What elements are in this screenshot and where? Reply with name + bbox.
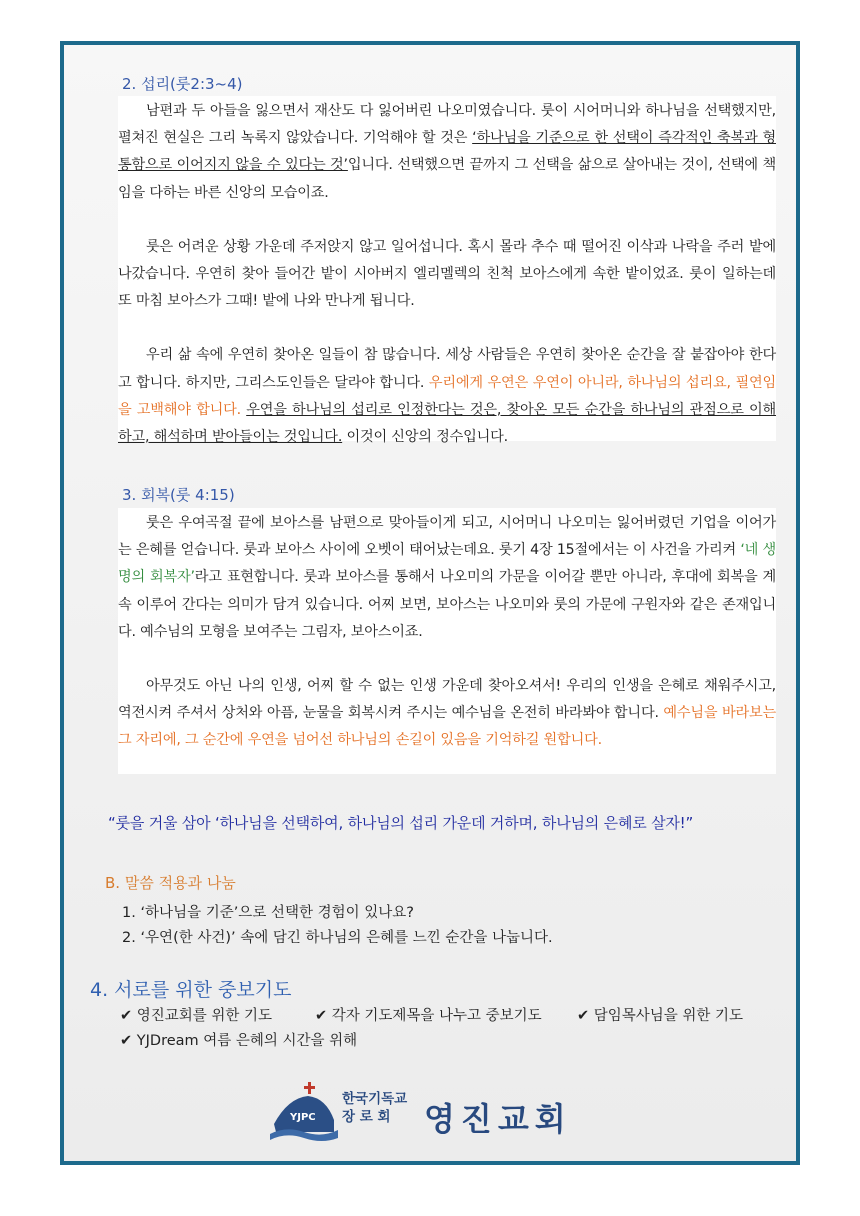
prayer-item: ✔ 영진교회를 위한 기도: [120, 1008, 273, 1024]
question-item: 2. ‘우연(한 사건)’ 속에 담긴 하나님의 은혜를 느낀 순간을 나눕니다.: [122, 930, 553, 946]
section-4-heading: 4. 서로를 위한 중보기도: [90, 979, 292, 1001]
church-emblem-icon: [268, 1080, 340, 1146]
check-icon: ✔: [120, 1033, 133, 1049]
section-2-box: [118, 96, 776, 446]
highlight-text: ‘네 생명의 회복자’: [118, 542, 776, 586]
underlined-text: 우연을 하나님의 섭리로 인정한다는 것은, 찾아온 모든 순간을 하나님의 관점으로 이해하고, 해석하며 받아들이는 것입니다.: [118, 401, 776, 446]
prayer-item: ✔ YJDream 여름 은혜의 시간을 위해: [120, 1033, 358, 1049]
section-3-heading: 3. 회복(룻 4:15): [122, 486, 235, 504]
part-b-heading: B. 말씀 적용과 나눔: [105, 874, 236, 892]
section-3-box: [118, 508, 776, 774]
prayer-list: [120, 1004, 780, 1054]
question-item: 1. ‘하나님을 기준’으로 선택한 경험이 있나요?: [122, 905, 414, 921]
church-logo: [268, 1080, 608, 1150]
section-2-paragraph-2: 룻은 어려운 상황 가운데 주저앉지 않고 일어섭니다. 혹시 몰라 추수 때 떨어진 이삭과 나락을 주러 밭에 나갔습니다. 우연히 찾아 들어간 밭이 시아버지 엘리멜렉의 친척 보아스에게 속한 밭이었죠. 룻이 일하는데 또 마침 보아스가 그때! 밭에 나와 만나게 됩니다.: [118, 238, 776, 310]
section-2-paragraph-1: 남편과 두 아들을 잃으면서 재산도 다 잃어버린 나오미였습니다. 룻이 시어머니와 하나님을 선택했지만, 펼쳐진 현실은 그리 녹록지 않았습니다. 기억해야 할 것은 ‘하나님을 기준으로 한 선택이 즉각적인 축복과 형통함으로 이어지지 않을 수 있다는 것’입니다. 선택했으면 끝까지 그 선택을 삶으로 살아내는 것이, 선택에 책임을 다하는 바른 신앙의 모습이죠.: [118, 103, 776, 201]
logo-subtitle: 한국기독교 장 로 회: [342, 1091, 408, 1125]
check-icon: ✔: [120, 1008, 133, 1024]
prayer-item: ✔ 담임목사님을 위한 기도: [577, 1008, 744, 1024]
check-icon: ✔: [315, 1008, 328, 1024]
prayer-item: ✔ 각자 기도제목을 나누고 중보기도: [315, 1008, 542, 1024]
section-2-paragraph-3: 우리 삶 속에 우연히 찾아온 일들이 참 많습니다. 세상 사람들은 우연히 찾아온 순간을 잘 붙잡아야 한다고 합니다. 하지만, 그리스도인들은 달라야 합니다. 우리에게 우연은 우연이 아니라, 하나님의 섭리요, 필연임을 고백해야 합니다. 우연을 하나님의 섭리로 인정한다는 것은, 찾아온 모든 순간을 하나님의 관점으로 이해하고, 해석하며 받아들이는 것입니다. 이것이 신앙의 정수입니다.: [118, 347, 776, 446]
underlined-text: ‘하나님을 기준으로 한 선택이 즉각적인 축복과 형통함으로 이어지지 않을 수 있다는 것’: [118, 130, 776, 174]
question-list: [122, 901, 553, 951]
section-3-paragraph-2: 아무것도 아닌 나의 인생, 어찌 할 수 없는 인생 가운데 찾아오셔서! 우리의 인생을 은혜로 채워주시고, 역전시켜 주셔서 상처와 아픔, 눈물을 회복시켜 주시는 예수님을 온전히 바라봐야 합니다. 예수님을 바라보는 그 자리에, 그 순간에 우연을 넘어선 하나님의 손길이 있음을 기억하길 원합니다.: [118, 678, 776, 749]
summary-quote: “룻을 거울 삼아 ‘하나님을 선택하여, 하나님의 섭리 가운데 거하며, 하나님의 은혜로 살자!”: [108, 814, 694, 832]
check-icon: ✔: [577, 1008, 590, 1024]
section-2-heading: 2. 섭리(룻2:3~4): [122, 75, 243, 93]
section-3-paragraph-1: 룻은 우여곡절 끝에 보아스를 남편으로 맞아들이게 되고, 시어머니 나오미는 잃어버렸던 기업을 이어가는 은혜를 얻습니다. 룻과 보아스 사이에 오벳이 태어났는데요. 룻기 4장 15절에서는 이 사건을 가리켜 ‘네 생명의 회복자’라고 표현합니다. 룻과 보아스를 통해서 나오미의 가문을 이어갈 뿐만 아니라, 후대에 회복을 계속 이루어 간다는 의미가 담겨 있습니다. 어찌 보면, 보아스는 나오미와 룻의 가문에 구원자와 같은 존재입니다. 예수님의 모형을 보여주는 그림자, 보아스이죠.: [118, 515, 776, 640]
church-name: 영진교회: [424, 1100, 572, 1138]
highlight-text: 예수님을 바라보는 그 자리에, 그 순간에 우연을 넘어선 하나님의 손길이 있음을 기억하길 원합니다.: [118, 705, 776, 749]
highlight-text: 우리에게 우연은 우연이 아니라, 하나님의 섭리요, 필연임을 고백해야 합니다.: [118, 374, 776, 418]
logo-badge-text: YJPC: [290, 1112, 316, 1123]
